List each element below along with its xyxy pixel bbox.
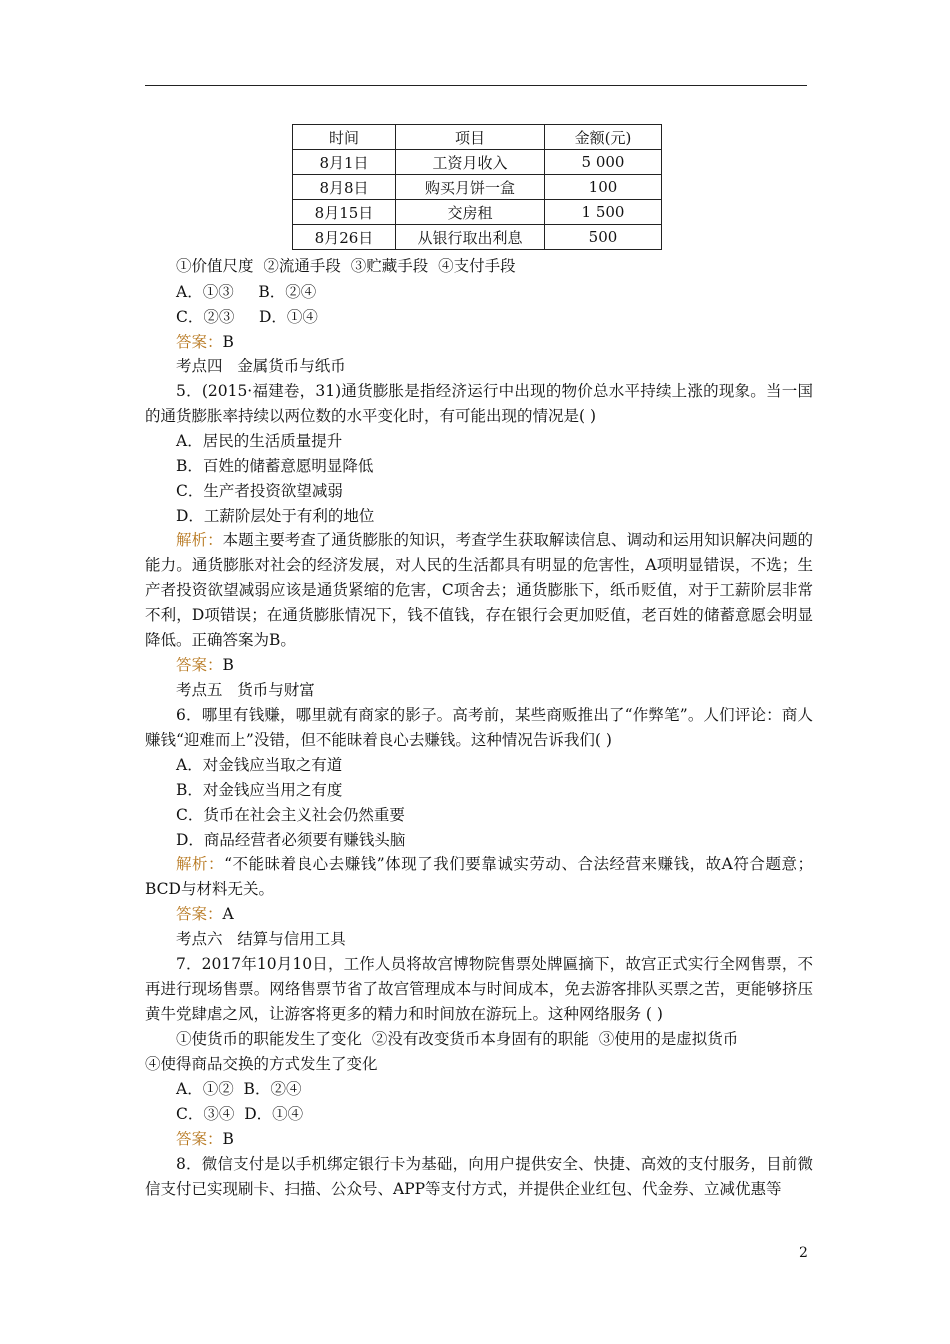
q5-option-a: A．居民的生活质量提升 <box>176 432 343 450</box>
answer-value: B <box>222 1130 234 1148</box>
table-header: 项目 <box>396 125 545 150</box>
q5-answer <box>176 654 234 676</box>
header-rule <box>145 85 807 86</box>
section-heading-6: 考点六 结算与信用工具 <box>176 930 346 948</box>
answer-value: B <box>222 656 234 674</box>
q7-options-2: ④使得商品交换的方式发生了变化 <box>145 1055 378 1073</box>
q4-answer <box>176 331 234 353</box>
table-cell: 500 <box>545 225 662 250</box>
q7-choice-cd: C．③④ D．①④ <box>176 1105 304 1123</box>
q4-choice-cd: C．②③ D．①④ <box>176 308 318 326</box>
analysis-text: 本题主要考查了通货膨胀的知识，考查学生获取解读信息、调动和运用知识解决问题的能力。通货膨胀对社会的经济发展，对人民的生活都具有明显的危害性，A项明显错误，不选；生产者投资欲望减弱应该是通货紧缩的危害，C项舍去；通货膨胀下，纸币贬值，对于工薪阶层非常不利，D项错误；在通货膨胀情况下，钱不值钱，存在银行会更加贬值，老百姓的储蓄意愿会明显降低。正确答案为B。 <box>145 531 813 649</box>
answer-label: 答案： <box>176 1130 223 1148</box>
table-cell: 1 500 <box>545 200 662 225</box>
table-cell: 8月8日 <box>293 175 396 200</box>
table-row <box>293 175 662 200</box>
answer-label: 答案： <box>176 333 223 351</box>
section-heading-4: 考点四 金属货币与纸币 <box>176 357 346 375</box>
table-cell: 工资月收入 <box>396 150 545 175</box>
analysis-text: “不能昧着良心去赚钱”体现了我们要靠诚实劳动、合法经营来赚钱，故A符合题意；BCD与材料无关。 <box>145 855 813 898</box>
q7-stem: 7．2017年10月10日，工作人员将故宫博物院售票处牌匾摘下，故宫正式实行全网售票，不再进行现场售票。网络售票节省了故宫管理成本与时间成本，免去游客排队买票之苦，更能够挤压黄牛党肆虐之风，让游客将更多的精力和时间放在游玩上。这种网络服务 ( ) <box>145 955 813 1023</box>
table-cell: 100 <box>545 175 662 200</box>
q6-option-a: A．对金钱应当取之有道 <box>176 756 343 774</box>
q5-option-d: D．工薪阶层处于有利的地位 <box>176 507 375 525</box>
table-header-row <box>293 125 662 150</box>
q6-stem: 6．哪里有钱赚，哪里就有商家的影子。高考前，某些商贩推出了“作弊笔”。人们评论：商人赚钱“迎难而上”没错，但不能昧着良心去赚钱。这种情况告诉我们( ) <box>145 706 813 749</box>
q4-choice-ab: A．①③ B．②④ <box>176 283 317 301</box>
table-cell: 5 000 <box>545 150 662 175</box>
answer-value: B <box>222 333 234 351</box>
q6-option-d: D．商品经营者必须要有赚钱头脑 <box>176 831 406 849</box>
table-header: 金额(元) <box>545 125 662 150</box>
q5-option-c: C．生产者投资欲望减弱 <box>176 482 343 500</box>
q4-options: ①价值尺度 ②流通手段 ③贮藏手段 ④支付手段 <box>176 257 516 275</box>
q7-options-1: ①使货币的职能发生了变化 ②没有改变货币本身固有的职能 ③使用的是虚拟货币 <box>176 1030 739 1048</box>
analysis-label: 解析： <box>176 855 225 873</box>
table-row <box>293 225 662 250</box>
q6-analysis <box>145 852 813 902</box>
table-cell: 购买月饼一盒 <box>396 175 545 200</box>
q8-stem: 8．微信支付是以手机绑定银行卡为基础，向用户提供安全、快捷、高效的支付服务，目前微信支付已实现刷卡、扫描、公众号、APP等支付方式，并提供企业红包、代金券、立减优惠等 <box>145 1155 813 1198</box>
table-cell: 从银行取出利息 <box>396 225 545 250</box>
table-row <box>293 150 662 175</box>
q6-answer <box>176 903 234 925</box>
table-cell: 8月15日 <box>293 200 396 225</box>
table-cell: 交房租 <box>396 200 545 225</box>
expense-table <box>292 124 662 250</box>
analysis-label: 解析： <box>176 531 223 549</box>
q5-stem: 5．(2015·福建卷，31)通货膨胀是指经济运行中出现的物价总水平持续上涨的现象。当一国的通货膨胀率持续以两位数的水平变化时，有可能出现的情况是( ) <box>145 382 813 425</box>
q7-answer <box>176 1128 234 1150</box>
answer-label: 答案： <box>176 656 223 674</box>
q5-option-b: B．百姓的储蓄意愿明显降低 <box>176 457 374 475</box>
table-cell: 8月1日 <box>293 150 396 175</box>
q7-choice-ab: A．①② B．②④ <box>176 1080 302 1098</box>
answer-label: 答案： <box>176 905 223 923</box>
page-number: 2 <box>799 1245 808 1261</box>
q6-option-c: C．货币在社会主义社会仍然重要 <box>176 806 405 824</box>
table-cell: 8月26日 <box>293 225 396 250</box>
answer-value: A <box>222 905 234 923</box>
table-header: 时间 <box>293 125 396 150</box>
q5-analysis <box>145 528 813 653</box>
section-heading-5: 考点五 货币与财富 <box>176 681 315 699</box>
q6-option-b: B．对金钱应当用之有度 <box>176 781 343 799</box>
table-row <box>293 200 662 225</box>
